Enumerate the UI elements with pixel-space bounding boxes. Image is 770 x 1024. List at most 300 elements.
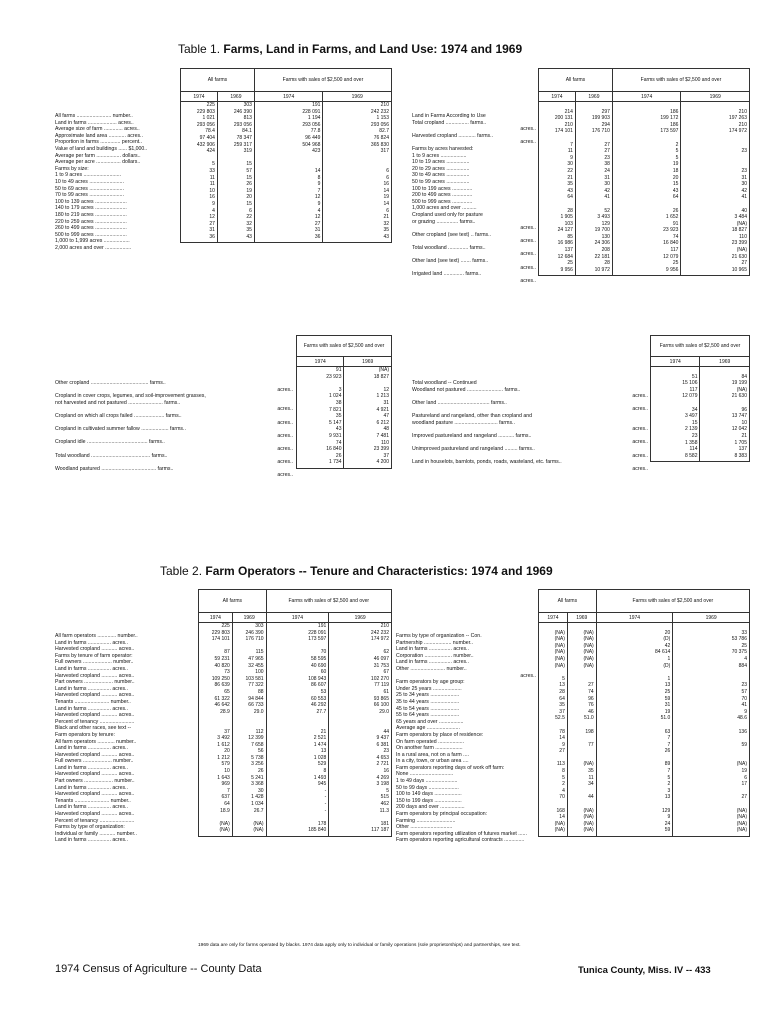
table-cell: 29.0 xyxy=(329,709,392,716)
table-cell: 30 xyxy=(575,181,612,188)
row-label: Farms by acres harvested: xyxy=(412,145,474,152)
table-cell: 210 xyxy=(681,109,750,116)
table-cell: 242 232 xyxy=(329,630,392,637)
row-label: 65 years and over ................. xyxy=(396,718,464,725)
table-cell: 77.8 xyxy=(254,128,323,135)
table1-title-years: 1974 and 1969 xyxy=(440,42,523,56)
table-row xyxy=(539,247,750,254)
table-cell: 294 xyxy=(575,122,612,129)
table-cell: 37 xyxy=(344,453,392,460)
table-cell: 32 455 xyxy=(232,663,266,670)
row-label: Approximate land area ............ acres.. xyxy=(55,132,143,139)
table-row xyxy=(539,729,750,736)
table-cell: (NA) xyxy=(539,827,568,834)
table-cell: 64 xyxy=(539,194,576,201)
table-cell: 20 xyxy=(612,175,681,182)
table-cell xyxy=(700,367,750,374)
table-row xyxy=(539,788,750,795)
table-cell: 53 xyxy=(266,689,329,696)
table-row xyxy=(199,742,392,749)
table-cell xyxy=(567,623,596,630)
table-cell: 14 xyxy=(254,168,323,175)
row-label: acres.. xyxy=(632,465,648,472)
table-row xyxy=(181,221,392,228)
table-cell: 43 xyxy=(297,426,344,433)
table-row xyxy=(297,433,392,440)
table-cell xyxy=(575,102,612,109)
table-cell: 84 xyxy=(700,374,750,381)
table-cell xyxy=(297,380,344,387)
table-cell: 82.7 xyxy=(323,128,392,135)
table2-title-prefix: Table 2. xyxy=(160,564,203,578)
col-all-farms: All farms xyxy=(539,590,597,613)
table-cell: 18 xyxy=(612,168,681,175)
table-row xyxy=(181,155,392,162)
table-cell: 1 xyxy=(596,656,673,663)
row-label: Full owners .................... number.. xyxy=(55,758,134,765)
table-row xyxy=(651,407,750,414)
table-row xyxy=(539,643,750,650)
row-label: Partnership ................... number.. xyxy=(396,639,473,646)
table-cell: 41 xyxy=(681,194,750,201)
row-label: 100 to 139 acres ...................... xyxy=(55,198,127,205)
table-row xyxy=(297,374,392,381)
table-cell: 1 428 xyxy=(232,794,266,801)
table-cell: 47 xyxy=(344,413,392,420)
table-cell: 57 xyxy=(673,689,750,696)
table-cell: 176 710 xyxy=(232,636,266,643)
table-cell: 35 xyxy=(297,413,344,420)
table-row xyxy=(297,413,392,420)
table-cell: 199 903 xyxy=(575,115,612,122)
table-cell: 43 xyxy=(323,234,392,241)
table-cell: (NA) xyxy=(539,636,568,643)
table-cell: 7 658 xyxy=(232,742,266,749)
table-cell xyxy=(596,801,673,808)
table-cell: 168 xyxy=(539,808,568,815)
row-label: Land in farms .................... acres.. xyxy=(55,119,134,126)
table-cell: 14 xyxy=(539,814,568,821)
table-row xyxy=(181,175,392,182)
table-cell xyxy=(329,643,392,650)
row-label: Farm operators by place of residence: xyxy=(396,731,484,738)
table-cell: 14 xyxy=(323,188,392,195)
table-cell: 229 803 xyxy=(181,109,218,116)
table-cell: 30 xyxy=(539,161,576,168)
year-header: 1974 xyxy=(199,613,233,623)
table-row xyxy=(181,168,392,175)
table-row xyxy=(199,689,392,696)
table-cell: 4 xyxy=(254,208,323,215)
table-cell: 38 xyxy=(297,400,344,407)
row-label: Individual or family ........... number.. xyxy=(55,830,137,837)
row-label: Average per farm ................. dollars.. xyxy=(55,152,141,159)
table2-left-labels xyxy=(55,633,195,844)
table-cell: 1 643 xyxy=(199,775,233,782)
row-label: All farm operators ............ number.. xyxy=(55,738,137,745)
table-cell: 1 034 xyxy=(232,801,266,808)
row-label: 220 to 259 acres ...................... xyxy=(55,218,127,225)
row-label: Farm operators reporting days of work off farm: xyxy=(396,764,505,771)
table-cell: 26 xyxy=(596,748,673,755)
table-cell: - xyxy=(266,788,329,795)
table-cell: 1 474 xyxy=(266,742,329,749)
table-cell: 6 xyxy=(323,208,392,215)
table-row xyxy=(297,387,392,394)
table-cell: 27.7 xyxy=(266,709,329,716)
table-cell: 21 630 xyxy=(681,254,750,261)
table-cell: 31 753 xyxy=(329,663,392,670)
row-label: 1,000 acres and over .......... xyxy=(412,205,477,212)
table-row xyxy=(651,387,750,394)
table-cell: 7 xyxy=(596,735,673,742)
table-cell: 53 786 xyxy=(673,636,750,643)
table-row xyxy=(199,643,392,650)
table-cell: (NA) xyxy=(567,663,596,670)
table-row xyxy=(539,663,750,670)
table-row xyxy=(539,115,750,122)
table-row xyxy=(539,102,750,109)
table-cell: 7 xyxy=(254,188,323,195)
table-cell: (NA) xyxy=(232,827,266,834)
table-row xyxy=(539,676,750,683)
table-cell xyxy=(612,102,681,109)
table-cell: 16 xyxy=(181,194,218,201)
table-cell: 26 xyxy=(217,181,254,188)
table-row xyxy=(181,122,392,129)
table-cell: 6 212 xyxy=(344,420,392,427)
table-cell: 504 968 xyxy=(254,142,323,149)
table-cell: 1 358 xyxy=(651,440,700,447)
table-row xyxy=(297,407,392,414)
table-cell: 87 xyxy=(199,649,233,656)
table-row xyxy=(539,221,750,228)
row-label: Proportion in farms .............. percent.. xyxy=(55,139,143,146)
table-cell: 1 905 xyxy=(539,214,576,221)
table-bottom xyxy=(297,466,392,469)
table-cell: 3 198 xyxy=(329,781,392,788)
table-row xyxy=(539,155,750,162)
table-cell: 319 xyxy=(217,148,254,155)
table-cell: 9 956 xyxy=(539,267,576,274)
table-cell: 59 231 xyxy=(199,656,233,663)
table-cell: 813 xyxy=(217,115,254,122)
table-row xyxy=(539,755,750,762)
table-cell: 16 xyxy=(323,181,392,188)
table-cell: 65 xyxy=(199,689,233,696)
table-cell: 7 xyxy=(596,742,673,749)
row-label: Land in farms ................ acres.. xyxy=(55,705,128,712)
table-cell xyxy=(567,801,596,808)
table-cell: 8 xyxy=(254,175,323,182)
table-cell: 61 xyxy=(329,689,392,696)
table-cell: 44 xyxy=(329,729,392,736)
row-label: Part owners .................... number.. xyxy=(55,778,135,785)
table-cell xyxy=(673,676,750,683)
table-cell: 228 091 xyxy=(266,630,329,637)
table-cell: 70 xyxy=(539,794,568,801)
table-cell: 23 xyxy=(673,682,750,689)
table-cell: 293 056 xyxy=(323,122,392,129)
table-cell: 4 921 xyxy=(344,407,392,414)
table-cell: 4 653 xyxy=(329,755,392,762)
table-cell: (NA) xyxy=(673,821,750,828)
row-label: On farm operated .................. xyxy=(396,738,465,745)
table-row xyxy=(539,240,750,247)
table-cell: 114 xyxy=(651,446,700,453)
row-label: Average per acre ................. dollars.. xyxy=(55,159,141,166)
row-label: 100 to 199 acres .............. xyxy=(412,185,473,192)
table-cell: 5 xyxy=(539,676,568,683)
table-cell: 23 923 xyxy=(297,374,344,381)
table-row xyxy=(539,623,750,630)
table-cell: 14 xyxy=(539,735,568,742)
table-row xyxy=(539,254,750,261)
table-cell: 34 xyxy=(651,407,700,414)
table-cell xyxy=(596,623,673,630)
table-cell: 1 xyxy=(596,676,673,683)
table-cell: 31 xyxy=(181,227,218,234)
table-cell: 5 xyxy=(612,155,681,162)
table-row xyxy=(539,148,750,155)
table-cell: 27 xyxy=(254,221,323,228)
table-cell: 16 986 xyxy=(539,240,576,247)
table-cell: 5 738 xyxy=(232,755,266,762)
table-row xyxy=(181,148,392,155)
table1-lower-right-labels xyxy=(412,380,648,472)
table-cell: 109 250 xyxy=(199,676,233,683)
table-cell: 27 xyxy=(575,148,612,155)
table-cell: 4 200 xyxy=(344,459,392,466)
table-row xyxy=(297,393,392,400)
table-cell: 36 xyxy=(181,234,218,241)
table-row xyxy=(539,234,750,241)
table-cell: 24 306 xyxy=(575,240,612,247)
row-label: Land in houselots, barnlots, ponds, roads, wasteland, etc. farms.. xyxy=(412,459,562,466)
row-label: Farm operators by principal occupation: xyxy=(396,811,488,818)
table-cell xyxy=(254,155,323,162)
table-row xyxy=(181,181,392,188)
table-cell xyxy=(329,722,392,729)
table-cell: (NA) xyxy=(539,656,568,663)
table-cell: 303 xyxy=(232,623,266,630)
table-cell: 15 xyxy=(217,175,254,182)
table-cell: 30 xyxy=(681,181,750,188)
row-label: Tenants ........................ number.. xyxy=(55,797,131,804)
table-cell: 23 923 xyxy=(612,227,681,234)
table-row xyxy=(297,380,392,387)
table-cell: 84.1 xyxy=(217,128,254,135)
table-cell: 19 xyxy=(323,194,392,201)
row-label: Harvested cropland ........... acres.. xyxy=(55,646,135,653)
table-row xyxy=(651,433,750,440)
table1-right-table xyxy=(538,68,750,276)
table2-title xyxy=(160,564,553,578)
year-header: 1974 xyxy=(651,357,700,367)
table-cell: (NA) xyxy=(567,761,596,768)
table-cell: 210 xyxy=(329,623,392,630)
table-cell: 60 553 xyxy=(266,696,329,703)
table-cell: (NA) xyxy=(567,808,596,815)
table-cell: 108 943 xyxy=(266,676,329,683)
table-cell: 5 xyxy=(539,775,568,782)
table-row xyxy=(539,175,750,182)
table-cell: 229 803 xyxy=(199,630,233,637)
table-cell: 17 xyxy=(673,781,750,788)
table-cell: 70 xyxy=(266,649,329,656)
table-cell: 19 xyxy=(612,161,681,168)
table-cell: 5 xyxy=(612,148,681,155)
table-cell: 78 347 xyxy=(217,135,254,142)
table-row xyxy=(199,676,392,683)
table-cell: 1 705 xyxy=(700,440,750,447)
table-cell xyxy=(567,755,596,762)
table-cell: 6 xyxy=(217,208,254,215)
table-cell: 94 844 xyxy=(232,696,266,703)
table-row xyxy=(539,775,750,782)
table-cell xyxy=(199,643,233,650)
row-label: Harvested cropland ........... acres.. xyxy=(55,712,135,719)
table-cell xyxy=(681,102,750,109)
table-cell: 33 xyxy=(673,630,750,637)
year-header: 1969 xyxy=(673,613,750,623)
table-cell: 27 xyxy=(181,221,218,228)
table-cell: 1 493 xyxy=(266,775,329,782)
row-label: acres.. xyxy=(520,225,536,232)
table-cell: 12 684 xyxy=(539,254,576,261)
col-sales: Farms with sales of $2,500 and over xyxy=(254,69,391,92)
row-label: acres.. xyxy=(277,432,293,439)
table-cell: 8 xyxy=(266,768,329,775)
table-cell xyxy=(673,722,750,729)
table-cell: 11 xyxy=(539,148,576,155)
table1-lower-right-table xyxy=(650,335,750,462)
table-row xyxy=(199,821,392,828)
table-cell: 51 xyxy=(651,374,700,381)
table-row xyxy=(539,689,750,696)
table-cell: 117 xyxy=(651,387,700,394)
table-cell: - xyxy=(266,794,329,801)
table-cell: 32 xyxy=(323,221,392,228)
table-cell xyxy=(539,755,568,762)
table-cell: 28 xyxy=(539,689,568,696)
table-cell: 26 xyxy=(612,208,681,215)
row-label: 70 to 99 acres ........................ xyxy=(55,192,124,199)
table-cell: 2 xyxy=(596,781,673,788)
row-label: Harvested cropland ........... acres.. xyxy=(55,751,135,758)
table-cell: 14 xyxy=(323,201,392,208)
table-cell: 110 xyxy=(681,234,750,241)
footer-left: 1974 Census of Agriculture -- County Data xyxy=(55,963,262,975)
table-cell: 13 xyxy=(596,682,673,689)
table-row xyxy=(539,128,750,135)
table-row xyxy=(199,709,392,716)
table-cell: 199 172 xyxy=(612,115,681,122)
table-cell: 18 827 xyxy=(681,227,750,234)
row-label: acres.. xyxy=(632,452,648,459)
row-label: 20 to 29 acres ................ xyxy=(412,165,470,172)
table-cell: 1 212 xyxy=(199,755,233,762)
table-cell: 191 xyxy=(266,623,329,630)
row-label: Average size of farm ............. acres.. xyxy=(55,126,140,133)
table-cell xyxy=(673,801,750,808)
table-row xyxy=(539,702,750,709)
table-row xyxy=(297,459,392,466)
table-cell: 64 xyxy=(612,194,681,201)
row-label: 150 to 199 days ................... xyxy=(396,797,462,804)
table-cell: 3 493 xyxy=(575,214,612,221)
table1-title-prefix: Table 1. xyxy=(178,42,221,56)
table-cell xyxy=(567,735,596,742)
table-cell: - xyxy=(266,801,329,808)
table-cell: 9 xyxy=(596,814,673,821)
row-label: woodland pasture .............................. farms.. xyxy=(412,419,515,426)
table-cell: 84 614 xyxy=(596,649,673,656)
table-cell: 25 xyxy=(596,689,673,696)
table-row xyxy=(181,102,392,109)
table-cell: (NA) xyxy=(567,814,596,821)
row-label: Land in farms ................ acres.. xyxy=(396,659,469,666)
table-row xyxy=(539,194,750,201)
table-cell: 67 xyxy=(329,669,392,676)
col-sales: Farms with sales of $2,500 and over xyxy=(596,590,749,613)
row-label: Land in farms ................ acres.. xyxy=(55,784,128,791)
table-cell: 25 xyxy=(612,260,681,267)
table-row xyxy=(199,729,392,736)
table-row xyxy=(539,814,750,821)
table-cell: 62 xyxy=(329,649,392,656)
table-cell: 31 xyxy=(254,227,323,234)
table-row xyxy=(539,781,750,788)
table-row xyxy=(651,420,750,427)
table-row xyxy=(181,201,392,208)
row-label: 1 to 49 days ...................... xyxy=(396,778,458,785)
table-cell: 191 xyxy=(254,102,323,109)
row-label: Total woodland .............. farms.. xyxy=(412,244,486,251)
table-cell: 117 187 xyxy=(329,827,392,834)
row-label: Total woodland ......................................... farms.. xyxy=(55,452,168,459)
table-cell: 40 xyxy=(681,208,750,215)
table-cell: 969 xyxy=(199,781,233,788)
row-label: 200 days and over ................. xyxy=(396,804,465,811)
table-cell: 208 xyxy=(575,247,612,254)
table-cell: (NA) xyxy=(700,387,750,394)
table-cell: 579 xyxy=(199,761,233,768)
table-row xyxy=(651,440,750,447)
table-row xyxy=(539,656,750,663)
table-cell xyxy=(539,669,568,676)
table-row xyxy=(199,814,392,821)
row-label: Harvested cropland ............ farms.. xyxy=(412,132,494,139)
row-label: Land in farms ................ acres.. xyxy=(55,665,128,672)
table-row xyxy=(539,808,750,815)
table-cell xyxy=(681,201,750,208)
table-cell: 48 xyxy=(344,426,392,433)
table-row xyxy=(651,453,750,460)
table-row xyxy=(539,142,750,149)
table-cell: 16 840 xyxy=(612,240,681,247)
table-cell: 15 106 xyxy=(651,380,700,387)
table1-lower-left-table xyxy=(296,335,392,469)
table-row xyxy=(199,801,392,808)
table-cell: 13 747 xyxy=(700,413,750,420)
table-cell: 21 xyxy=(266,729,329,736)
table-cell: 70 375 xyxy=(673,649,750,656)
row-label: 50 to 99 days ..................... xyxy=(396,784,459,791)
table-row xyxy=(539,669,750,676)
col-all-farms: All farms xyxy=(199,590,267,613)
table-cell: - xyxy=(266,808,329,815)
